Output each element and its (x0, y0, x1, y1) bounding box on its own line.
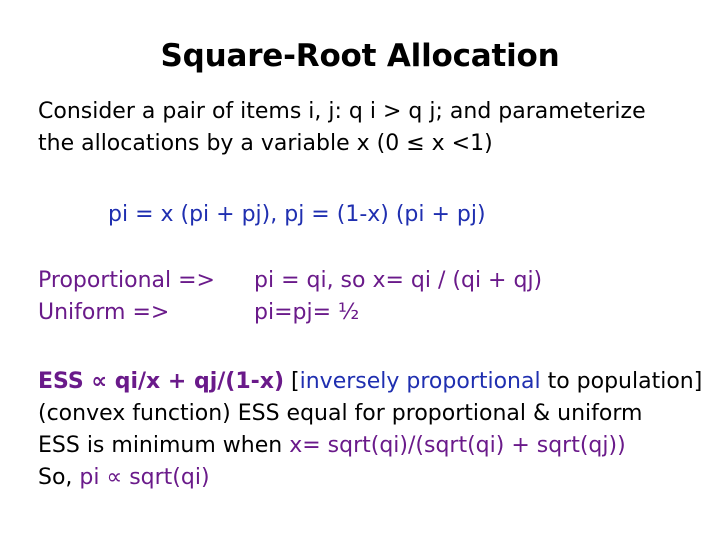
case-uniform-label: Uniform => (38, 300, 170, 325)
ess-bracket-open: [ (284, 369, 300, 394)
ess-line-2: (convex function) ESS equal for proportional & uniform (38, 401, 643, 426)
ess-line-3 (38, 430, 626, 462)
ess-line-4 (38, 462, 210, 494)
conclusion-formula: pi ∝ sqrt(qi) (79, 465, 210, 490)
intro-line-2: the allocations by a variable x (0 ≤ x <1) (38, 131, 493, 156)
intro-line-1: Consider a pair of items i, j: q i > q j; and parameterize (38, 99, 646, 124)
allocation-formula: pi = x (pi + pj), pj = (1-x) (pi + pj) (108, 202, 486, 227)
case-uniform-value: pi=pj= ½ (254, 300, 360, 325)
ess-inversely-proportional: inversely proportional (299, 369, 541, 394)
conclusion-prefix: So, (38, 465, 80, 490)
ess-line-1 (38, 366, 702, 398)
case-proportional-value: pi = qi, so x= qi / (qi + qj) (254, 268, 543, 293)
ess-minimum-formula: x= sqrt(qi)/(sqrt(qi) + sqrt(qj)) (289, 433, 626, 458)
ess-to-population: to population] (540, 369, 703, 394)
ess-minimum-prefix: ESS is minimum when (38, 433, 290, 458)
ess-formula: ESS ∝ qi/x + qj/(1-x) (38, 369, 285, 394)
slide-title: Square-Root Allocation (160, 38, 560, 74)
case-proportional-label: Proportional => (38, 268, 215, 293)
